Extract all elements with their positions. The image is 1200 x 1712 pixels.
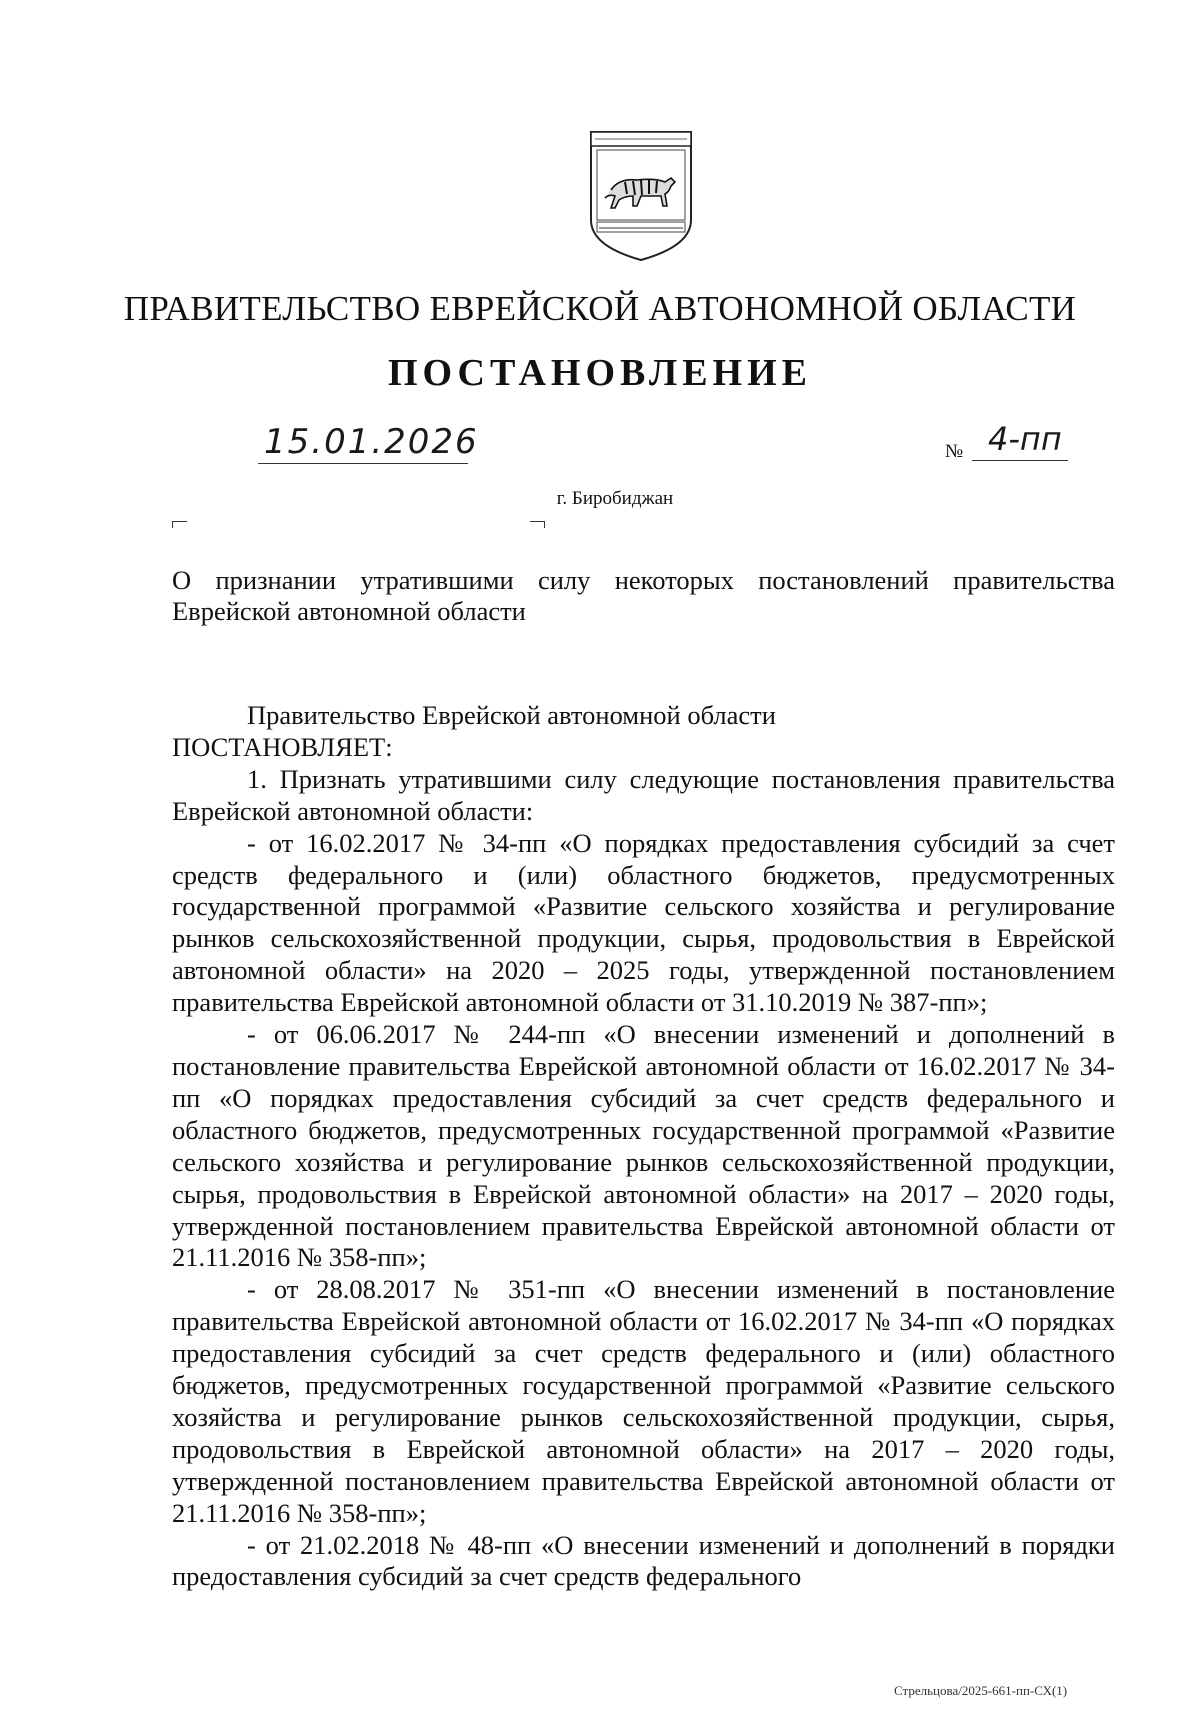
body-paragraph: 1. Признать утратившими силу следующие постановления правительства Еврейской автономной области: — [172, 763, 1115, 826]
document-type-title: ПОСТАНОВЛЕНИЕ — [387, 352, 813, 394]
document-body — [172, 700, 1115, 1593]
government-title: ПРАВИТЕЛЬСТВО ЕВРЕЙСКОЙ АВТОНОМНОЙ ОБЛАСТИ — [123, 289, 1077, 328]
document-date: 15.01.2026 — [264, 422, 479, 462]
body-paragraph: - от 06.06.2017 № 244-пп «О внесении изменений и дополнений в постановление правительства Еврейской автономной области от 16.02.2017 № 34-пп «О порядках предоставления субсидий за счет средств федерального и областного бюджетов, предусмотренных государственной программой «Развитие сельского хозяйства и регулирование рынков сельскохозяйственной продукции, сырья, продовольствия в Еврейской автономной области» на 2017 – 2020 годы, утвержденной постановлением правительства Еврейской автономной области от 21.11.2016 № 358-пп»; — [172, 1019, 1115, 1273]
coat-of-arms-emblem — [585, 128, 697, 264]
body-intro: Правительство Еврейской автономной области — [247, 700, 776, 730]
body-paragraph: - от 28.08.2017 № 351-пп «О внесении изменений в постановление правительства Еврейской автономной области от 16.02.2017 № 34-пп «О порядках предоставления субсидий за счет средств федерального и (или) областного бюджетов, предусмотренных государственной программой «Развитие сельского хозяйства и регулирование рынков сельскохозяйственной продукции, сырья, продовольствия в Еврейской автономной области» на 2017 – 2020 годы, утвержденной постановлением правительства Еврейской автономной области от 21.11.2016 № 358-пп»; — [172, 1274, 1115, 1528]
left-corner-mark — [172, 521, 187, 528]
document-number: 4-пп — [988, 420, 1062, 458]
city-name: г. Биробиджан — [556, 488, 674, 509]
number-label: № — [945, 441, 964, 462]
document-subject: О признании утратившими силу некоторых постановлений правительства Еврейской автономной области — [172, 565, 1115, 626]
footer-reference: Стрельцова/2025-661-пп-СХ(1) — [894, 1683, 1068, 1698]
body-resolves: ПОСТАНОВЛЯЕТ: — [172, 731, 393, 762]
right-corner-mark — [530, 521, 545, 528]
body-paragraph: - от 16.02.2017 № 34-пп «О порядках предоставления субсидий за счет средств федерального и (или) областного бюджетов, предусмотренных государственной программой «Развитие сельского хозяйства и регулирование рынков сельскохозяйственной продукции, сырья, продовольствия в Еврейской автономной области» на 2020 – 2025 годы, утвержденной постановлением правительства Еврейской автономной области от 31.10.2019 № 387-пп»; — [172, 827, 1115, 1018]
body-paragraph: - от 21.02.2018 № 48-пп «О внесении изменений и дополнений в порядки предоставления субсидий за счет средств федерального — [172, 1529, 1115, 1592]
